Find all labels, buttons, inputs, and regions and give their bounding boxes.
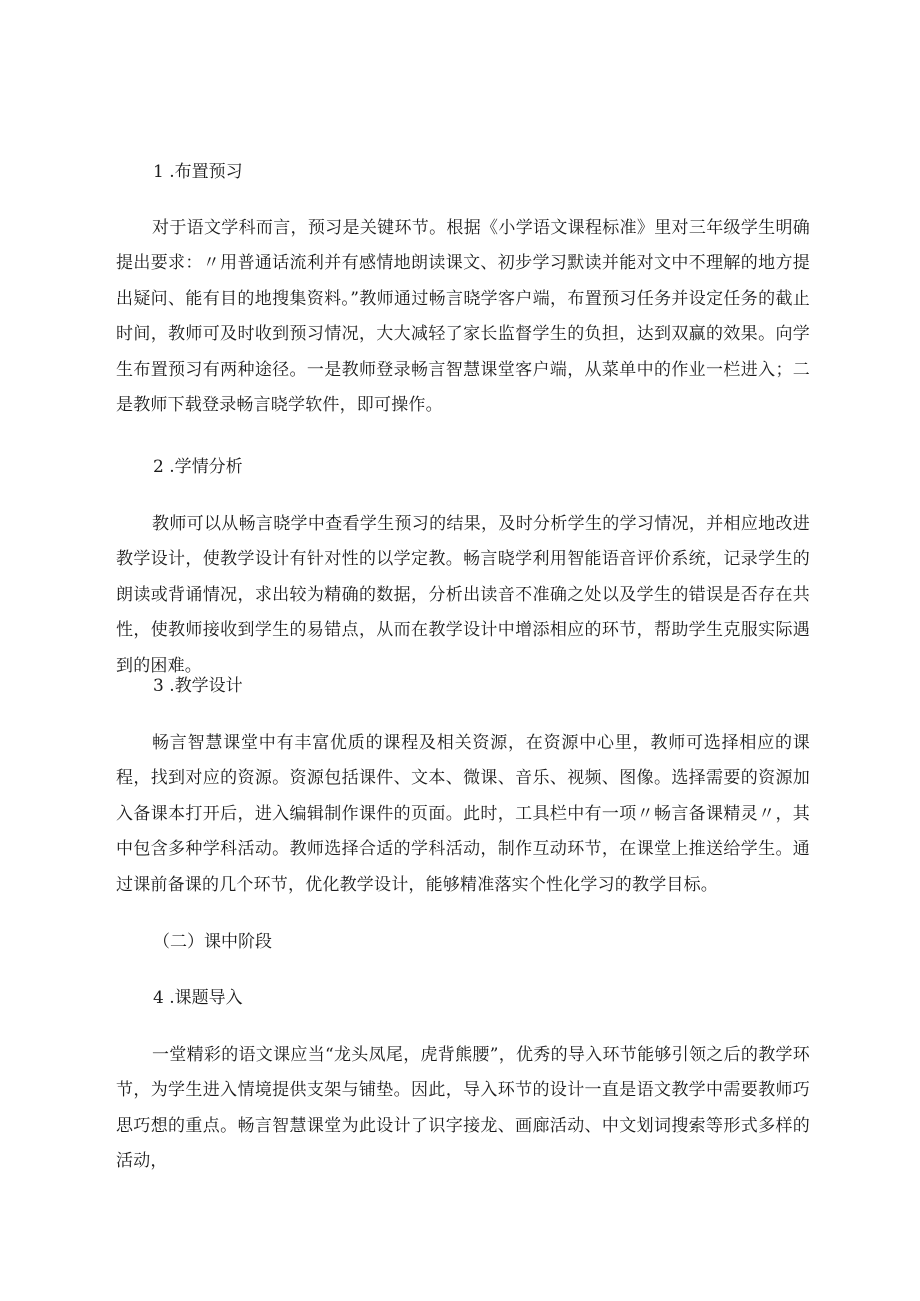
section-3-heading: 3 .教学设计 [153,676,243,696]
section-1-paragraph: 对于语文学科而言，预习是关键环节。根据《小学语文课程标准》里对三年级学生明确提出要求：〃用普通话流利并有感情地朗读课文、初步学习默读并能对文中不理解的地方提出疑问、能有目的地搜集资料。”教师通过畅言晓学客户端，布置预习任务并设定任务的截止时间，教师可及时收到预习情况，大大减轻了家长监督学生的负担，达到双赢的效果。向学生布置预习有两种途径。一是教师登录畅言智慧课堂客户端，从菜单中的作业一栏进入；二是教师下载登录畅言晓学软件，即可操作。 [116,218,810,416]
stage-heading: （二）课中阶段 [153,932,272,952]
section-1-heading: 1 .布置预习 [153,162,243,182]
section-4-heading: 4 .课题导入 [153,988,243,1008]
section-2-heading: 2 .学情分析 [153,457,243,477]
section-4-paragraph: 一堂精彩的语文课应当“龙头凤尾，虎背熊腰”，优秀的导入环节能够引领之后的教学环节，为学生进入情境提供支架与铺垫。因此，导入环节的设计一直是语文教学中需要教师巧思巧想的重点。畅言智慧课堂为此设计了识字接龙、画廊活动、中文划词搜索等形式多样的活动， [116,1045,810,1172]
section-3-paragraph: 畅言智慧课堂中有丰富优质的课程及相关资源，在资源中心里，教师可选择相应的课程，找到对应的资源。资源包括课件、文本、微课、音乐、视频、图像。选择需要的资源加入备课本打开后，进入编辑制作课件的页面。此时，工具栏中有一项〃畅言备课精灵〃，其中包含多种学科活动。教师选择合适的学科活动，制作互动环节，在课堂上推送给学生。通过课前备课的几个环节，优化教学设计，能够精准落实个性化学习的教学目标。 [116,733,810,895]
section-2-paragraph: 教师可以从畅言晓学中查看学生预习的结果，及时分析学生的学习情况，并相应地改进教学设计，使教学设计有针对性的以学定教。畅言晓学利用智能语音评价系统，记录学生的朗读或背诵情况，求出较为精确的数据，分析出读音不准确之处以及学生的错误是否存在共性，使教师接收到学生的易错点，从而在教学设计中增添相应的环节，帮助学生克服实际遇到的困难。 [116,514,810,676]
